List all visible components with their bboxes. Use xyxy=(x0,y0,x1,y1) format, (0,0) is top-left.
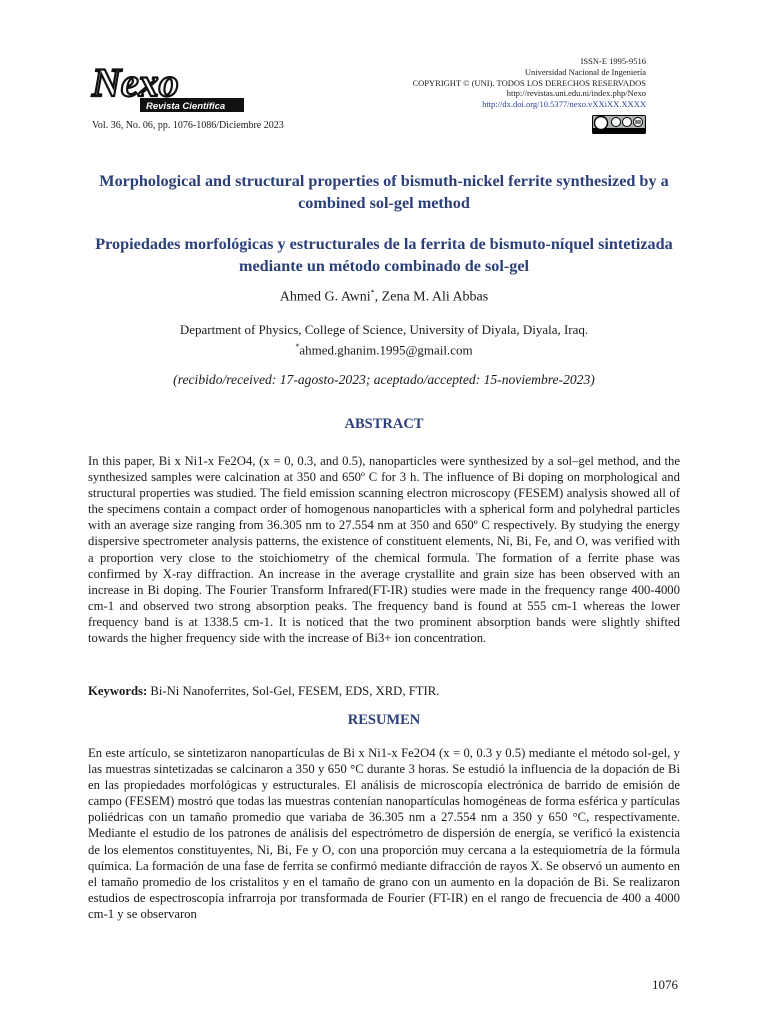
website-link[interactable]: http://revistas.uni.edu.ni/index.php/Nexo xyxy=(506,88,646,99)
doi-link[interactable]: http://dx.doi.org/10.5377/nexo.vXXiXX.XXXX xyxy=(482,99,646,110)
author-mark: * xyxy=(370,288,375,297)
journal-logo xyxy=(88,60,248,116)
logo-text: Nexo xyxy=(92,60,179,105)
authors xyxy=(80,288,688,306)
email-mark: * xyxy=(295,342,300,351)
resumen-heading: RESUMEN xyxy=(347,712,421,728)
page-number: 1076 xyxy=(652,977,678,992)
author-rest: , Zena M. Ali Abbas xyxy=(374,289,489,305)
author-email[interactable]: ahmed.ghanim.1995@gmail.com xyxy=(299,342,473,358)
title-spanish: Propiedades morfológicas y estructurales de la ferrita de bismuto-níquel sintetizada mediante un método combinado de sol-gel xyxy=(95,235,673,275)
abstract-heading: ABSTRACT xyxy=(344,416,424,432)
volume-info: Vol. 36, No. 06, pp. 1076-1086/Diciembre 2023 xyxy=(92,120,284,131)
department: Department of Physics, College of Science, University of Diyala, Diyala, Iraq. xyxy=(179,322,589,337)
copyright: COPYRIGHT © (UNI). TODOS LOS DERECHOS RESERVADOS xyxy=(412,77,646,88)
cc-license-icon[interactable] xyxy=(592,115,646,134)
journal-info xyxy=(306,56,646,110)
issn: ISSN-E 1995-9516 xyxy=(580,56,646,66)
keywords xyxy=(88,684,680,699)
abstract-text: In this paper, Bi x Ni1-x Fe2O4, (x = 0, 0.3, and 0.5), nanoparticles were synthesized by a sol–gel method, and the synthesized samples were calcination at 350 and 650º C for 3 h. The influence of Bi doping on morphological and structural properties was studied. The field emission scanning electron microscopy (FESEM) analysis showed all of the specimens contain a compact order of homogenous nanoparticles with a spherical form and polyhedral particles with an average size ranging from 36.305 nm to 27.554 nm at 350 and 650º C respectively. By studying the energy dispersive spectrometer analysis patterns, the existence of constituent elements, Ni, Bi, Fe, and O, was verified with a proportion very close to the stoichiometry of the chemical formula. The formation of a ferrite phase was confirmed by X-ray diffraction. An increase in the average crystallite and grain size has been observed with an increase in Bi doping. The Fourier Transform Infrared(FT-IR) studies were made in the frequency range 400-4000 cm-1 and observed two strong absorption peaks. The frequency band is found at 555 cm-1 whereas the lower frequency band is at 1338.5 cm-1. It is noticed that the two prominent absorption bands were slightly shifted towards the higher frequency side with the increase of Bi3+ ion concentration. xyxy=(88,454,680,646)
keywords-text: Bi-Ni Nanoferrites, Sol-Gel, FESEM, EDS, XRD, FTIR. xyxy=(147,684,440,698)
university: Universidad Nacional de Ingeniería xyxy=(524,66,646,77)
author-first: Ahmed G. Awni xyxy=(279,289,371,305)
received-dates: (recibido/received: 17-agosto-2023; aceptado/accepted: 15-noviembre-2023) xyxy=(173,372,595,387)
resumen-text: En este artículo, se sintetizaron nanopartículas de Bi x Ni1-x Fe2O4 (x = 0, 0.3 y 0.5) mediante el método sol-gel, y las muestras sintetizadas se calcinaron a 350 y 650 °C durante 3 horas. Se estudió la influencia de la dopación de Bi en las propiedades morfológicas y estructurales. El análisis de microscopía electrónica de barrido de emisión de campo (FESEM) mostró que todas las muestras contenían nanopartículas homogéneas de forma esférica y partículas poliédricas con un tamaño promedio que variaba de 36.305 nm a 27.554 nm a 350 y 650 °C, respectivamente. Mediante el estudio de los patrones de análisis del espectrómetro de dispersión de energía, se verificó la existencia de los elementos constituyentes, Ni, Bi, Fe y O, con una proporción muy cercana a la estequiometría de la fórmula química. La formación de una fase de ferrita se confirmó mediante difracción de rayos X. Se observó un aumento en el tamaño promedio de los cristalitos y en el tamaño de grano con un aumento en la dopación de Bi. Se realizaron estudios de espectroscopía infrarroja por transformada de Fourier (FT-IR) en el rango de frecuencia de 400 a 4000 cm-1 y se observaron xyxy=(88,746,680,921)
keywords-label: Keywords: xyxy=(88,684,148,698)
logo-subtitle: Revista Científica xyxy=(146,101,226,112)
title-english: Morphological and structural properties of bismuth-nickel ferrite synthesized by a combined sol-gel method xyxy=(99,172,669,212)
affiliation xyxy=(80,321,688,358)
